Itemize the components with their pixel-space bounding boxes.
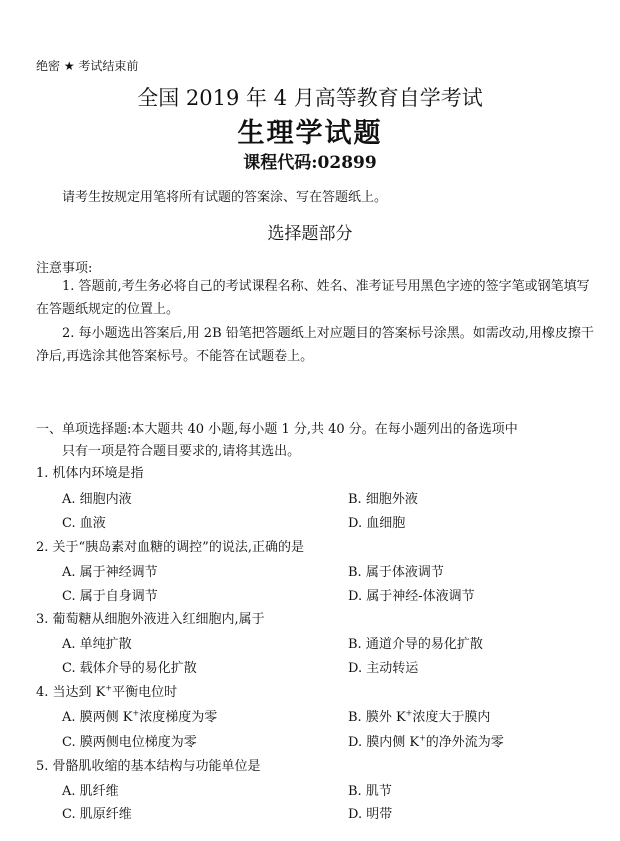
question-4-stem bbox=[36, 681, 177, 700]
question-4-option-d-pre: D. 膜内侧 K bbox=[348, 735, 420, 750]
notice-label: 注意事项: bbox=[36, 261, 93, 276]
question-4-option-a-pre: A. 膜两侧 K bbox=[62, 710, 133, 725]
question-5-stem: 5. 骨骼肌收缩的基本结构与功能单位是 bbox=[36, 759, 261, 774]
question-2-option-b: B. 属于体液调节 bbox=[348, 565, 444, 580]
question-5-option-a: A. 肌纤维 bbox=[62, 784, 119, 799]
superscript-plus: + bbox=[105, 683, 113, 693]
question-4-option-b-pre: B. 膜外 K bbox=[348, 710, 406, 725]
part-heading-line2: 只有一项是符合题目要求的,请将其选出。 bbox=[62, 444, 301, 459]
question-2-option-a: A. 属于神经调节 bbox=[62, 565, 158, 580]
question-1-option-b: B. 细胞外液 bbox=[348, 492, 418, 507]
section-title: 选择题部分 bbox=[267, 224, 353, 244]
exam-title: 全国 2019 年 4 月高等教育自学考试 bbox=[137, 86, 483, 110]
question-5-option-d: D. 明带 bbox=[348, 807, 393, 822]
question-3-stem: 3. 葡萄糖从细胞外液进入红细胞内,属于 bbox=[36, 612, 265, 627]
question-3-option-c: C. 载体介导的易化扩散 bbox=[62, 661, 197, 676]
question-2-stem: 2. 关于“胰岛素对血糖的调控”的说法,正确的是 bbox=[36, 540, 304, 555]
question-4-option-d bbox=[348, 731, 504, 750]
part-heading-line1: 一、单项选择题:本大题共 40 小题,每小题 1 分,共 40 分。在每小题列出的备选项中 bbox=[36, 422, 518, 437]
question-4-option-c: C. 膜两侧电位梯度为零 bbox=[62, 735, 197, 750]
question-4-option-a-post: 浓度梯度为零 bbox=[139, 710, 218, 725]
general-instruction: 请考生按规定用笔将所有试题的答案涂、写在答题纸上。 bbox=[62, 190, 388, 205]
question-4-stem-post: 平衡电位时 bbox=[112, 685, 178, 700]
question-4-option-b-post: 浓度大于膜内 bbox=[412, 710, 491, 725]
question-5-option-c: C. 肌原纤维 bbox=[62, 807, 132, 822]
superscript-plus: + bbox=[419, 733, 426, 743]
question-2-option-d: D. 属于神经-体液调节 bbox=[348, 589, 475, 604]
question-1-stem: 1. 机体内环境是指 bbox=[36, 466, 144, 481]
course-code: 课程代码:02899 bbox=[243, 153, 377, 173]
question-3-option-a: A. 单纯扩散 bbox=[62, 637, 132, 652]
question-4-option-a bbox=[62, 706, 217, 725]
superscript-plus: + bbox=[405, 708, 413, 718]
question-4-option-b bbox=[348, 706, 490, 725]
subject-title: 生理学试题 bbox=[237, 118, 383, 149]
question-3-option-d: D. 主动转运 bbox=[348, 661, 419, 676]
question-4-stem-pre: 4. 当达到 K bbox=[36, 685, 106, 700]
superscript-plus: + bbox=[132, 708, 140, 718]
secret-label: 绝密 ★ 考试结束前 bbox=[36, 59, 139, 73]
question-1-option-a: A. 细胞内液 bbox=[62, 492, 132, 507]
question-3-option-b: B. 通道介导的易化扩散 bbox=[348, 637, 483, 652]
question-1-option-c: C. 血液 bbox=[62, 516, 106, 531]
question-4-option-d-post: 的净外流为零 bbox=[425, 735, 504, 750]
question-2-option-c: C. 属于自身调节 bbox=[62, 589, 158, 604]
question-1-option-d: D. 血细胞 bbox=[348, 516, 406, 531]
notice-item-1: 1. 答题前,考生务必将自己的考试课程名称、姓名、准考证号用黑色字迹的签字笔或钢笔填写在答题纸规定的位置上。 bbox=[36, 279, 590, 317]
question-5-option-b: B. 肌节 bbox=[348, 784, 392, 799]
notice-item-2: 2. 每小题选出答案后,用 2B 铅笔把答题纸上对应题目的答案标号涂黑。如需改动,用橡皮擦干净后,再选涂其他答案标号。不能答在试题卷上。 bbox=[36, 326, 594, 364]
